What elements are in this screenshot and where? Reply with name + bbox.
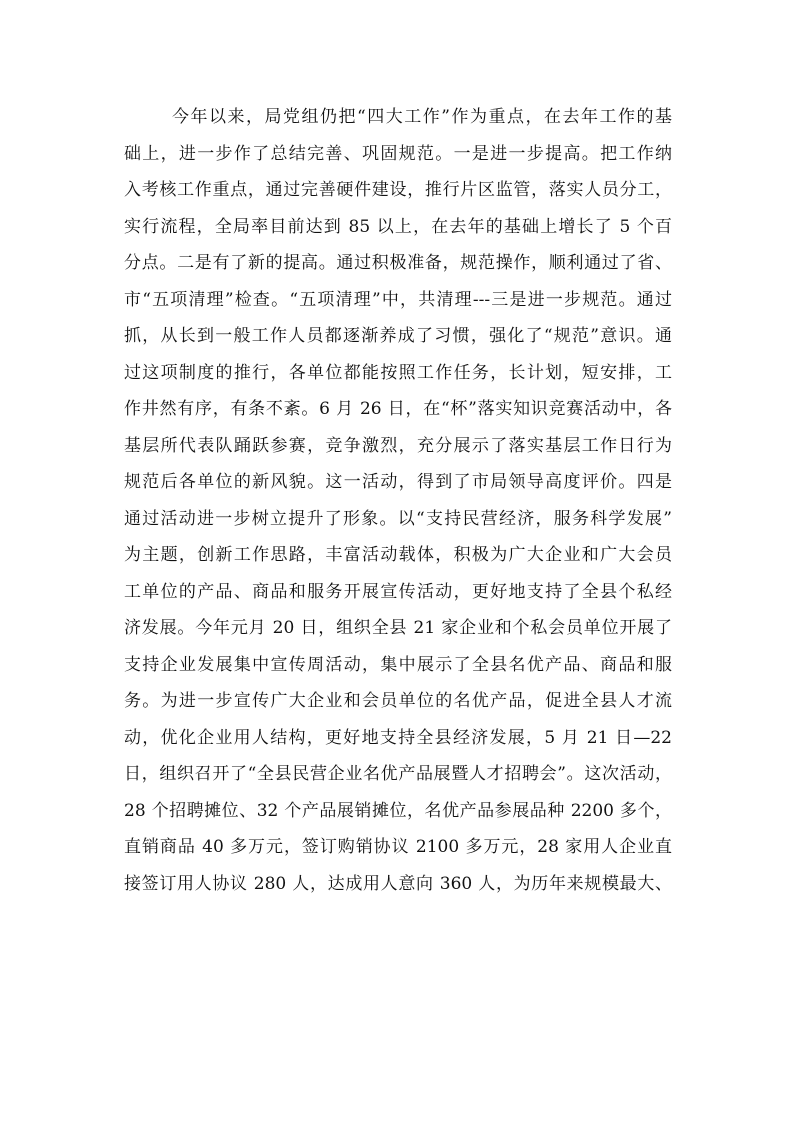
text-line: 实行流程，全局率目前达到 85 以上，在去年的基础上增长了 5 个百 xyxy=(124,216,672,237)
text-line: 接签订用人协议 280 人，达成用人意向 360 人，为历年来规模最大、 xyxy=(124,873,672,894)
text-line: 日，组织召开了“全县民营企业名优产品展暨人才招聘会”。这次活动， xyxy=(124,764,672,784)
text-line: 入考核工作重点，通过完善硬件建设，推行片区监管，落实人员分工， xyxy=(124,180,672,200)
text-line: 今年以来，局党组仍把“四大工作”作为重点，在去年工作的基 xyxy=(172,107,672,127)
text-line: 为主题，创新工作思路，丰富活动载体，积极为广大企业和广大会员 xyxy=(124,545,672,565)
text-line: 工单位的产品、商品和服务开展宣传活动，更好地支持了全县个私经 xyxy=(124,581,672,602)
text-line: 支持企业发展集中宣传周活动，集中展示了全县名优产品、商品和服 xyxy=(124,654,672,675)
text-line: 直销商品 40 多万元，签订购销协议 2100 多万元，28 家用人企业直 xyxy=(124,837,672,857)
text-line: 市“五项清理”检查。“五项清理”中，共清理---三是进一步规范。通过 xyxy=(124,289,672,310)
text-line: 础上，进一步作了总结完善、巩固规范。一是进一步提高。把工作纳 xyxy=(124,143,672,164)
text-line: 作井然有序，有条不紊。6 月 26 日，在“杯”落实知识竞赛活动中，各 xyxy=(124,399,672,419)
text-line: 规范后各单位的新风貌。这一活动，得到了市局领导高度评价。四是 xyxy=(124,472,672,492)
body-paragraph xyxy=(124,99,672,902)
text-line: 抓，从长到一般工作人员都逐渐养成了习惯，强化了“规范”意识。通 xyxy=(124,326,672,346)
text-line: 通过活动进一步树立提升了形象。以“支持民营经济，服务科学发展” xyxy=(124,508,672,529)
text-line: 28 个招聘摊位、32 个产品展销摊位，名优产品参展品种 2200 多个， xyxy=(124,800,672,821)
text-line: 过这项制度的推行，各单位都能按照工作任务，长计划，短安排，工 xyxy=(124,362,672,383)
text-line: 务。为进一步宣传广大企业和会员单位的名优产品，促进全县人才流 xyxy=(124,691,672,711)
text-line: 动，优化企业用人结构，更好地支持全县经济发展，5 月 21 日—22 xyxy=(124,727,672,748)
text-line: 分点。二是有了新的提高。通过积极准备，规范操作，顺利通过了省、 xyxy=(124,253,672,273)
text-line: 济发展。今年元月 20 日，组织全县 21 家企业和个私会员单位开展了 xyxy=(124,618,672,638)
text-line: 基层所代表队踊跃参赛，竞争激烈，充分展示了落实基层工作日行为 xyxy=(124,435,672,456)
